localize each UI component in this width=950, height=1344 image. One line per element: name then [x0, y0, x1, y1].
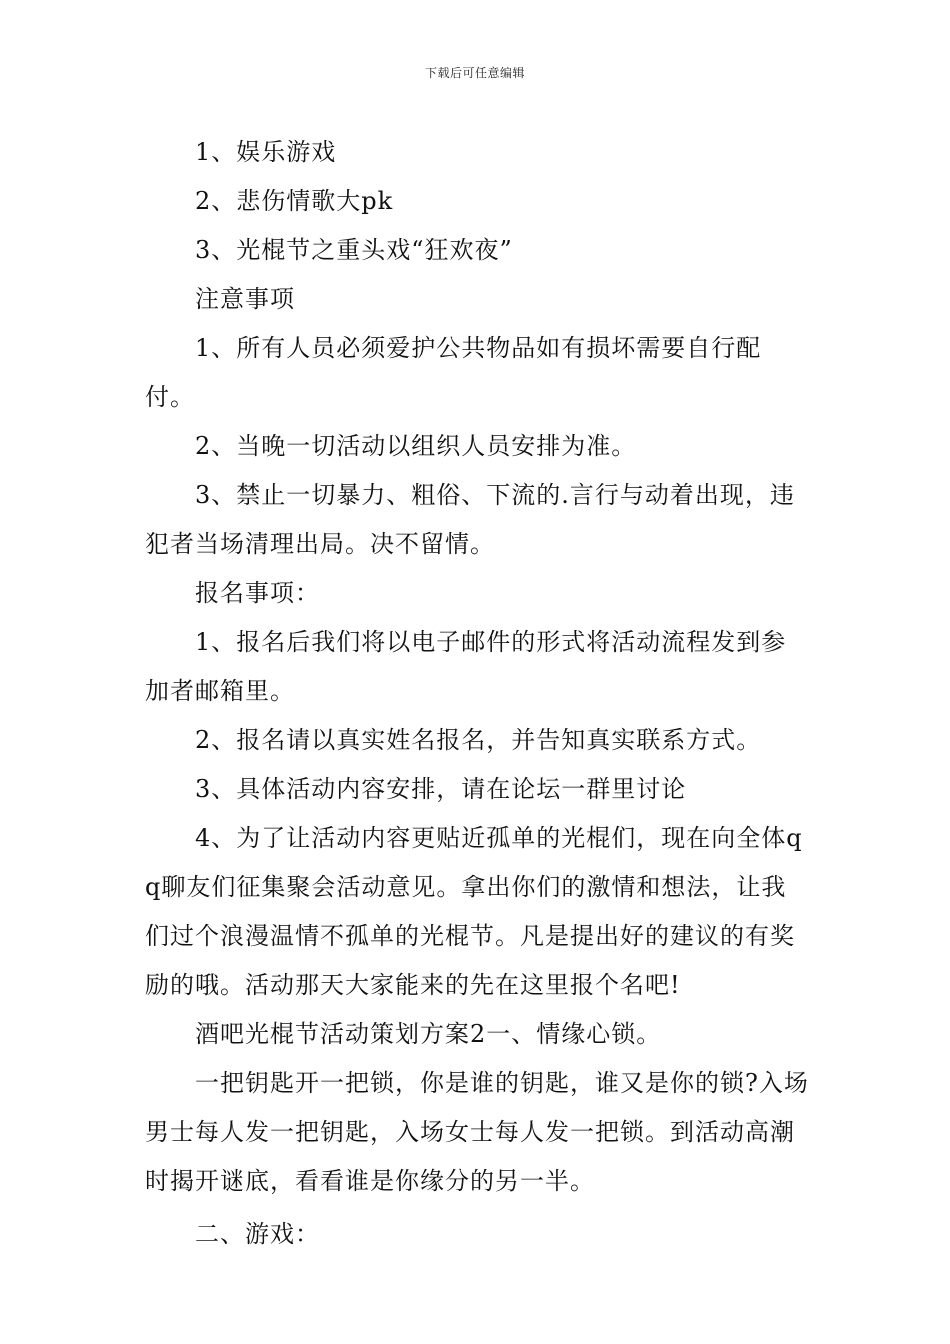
paragraph: 1、所有人员必须爱护公共物品如有损坏需要自行配付。: [145, 334, 762, 411]
paragraph: 2、报名请以真实姓名报名，并告知真实联系方式。: [195, 726, 762, 754]
paragraph: 2、当晚一切活动以组织人员安排为准。: [195, 432, 637, 460]
paragraph: 3、禁止一切暴力、粗俗、下流的.言行与动着出现，违犯者当场清理出局。决不留情。: [145, 481, 795, 558]
paragraph: 3、光棍节之重头戏“狂欢夜”: [195, 236, 513, 264]
document-body: [145, 128, 810, 1259]
section-heading-notes: 注意事项: [195, 285, 295, 313]
section-heading-plan-2: 酒吧光棍节活动策划方案2一、情缘心锁。: [195, 1020, 662, 1048]
paragraph: 1、娱乐游戏: [195, 138, 337, 166]
paragraph: 2、悲伤情歌大pk: [195, 187, 394, 215]
paragraph: 一把钥匙开一把锁，你是谁的钥匙，谁又是你的锁?入场男士每人发一把钥匙，入场女士每人发一把锁。到活动高潮时揭开谜底，看看谁是你缘分的另一半。: [145, 1069, 809, 1195]
section-heading-registration: 报名事项：: [195, 579, 320, 607]
page-header-note: 下载后可任意编辑: [424, 66, 525, 80]
paragraph: 4、为了让活动内容更贴近孤单的光棍们，现在向全体qq聊友们征集聚会活动意见。拿出你们的激情和想法，让我们过个浪漫温情不孤单的光棍节。凡是提出好的建议的有奖励的哦。活动那天大家能来的先在这里报个名吧!: [145, 824, 803, 999]
section-heading-games: 二、游戏：: [195, 1220, 320, 1248]
paragraph: 3、具体活动内容安排，请在论坛一群里讨论: [195, 775, 687, 803]
paragraph: 1、报名后我们将以电子邮件的形式将活动流程发到参加者邮箱里。: [145, 628, 787, 705]
